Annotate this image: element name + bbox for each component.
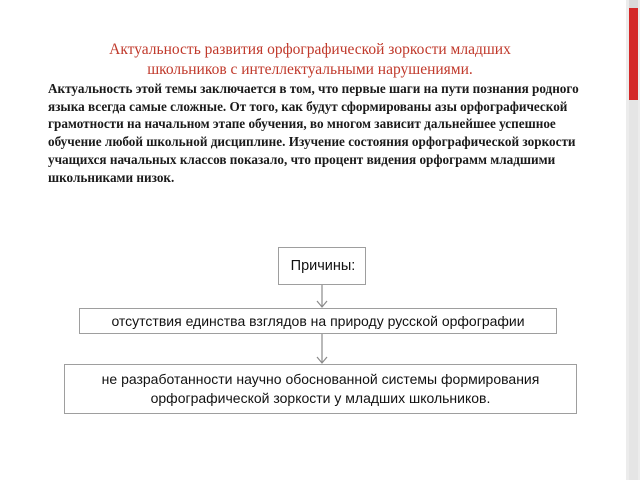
decorative-side-bar — [626, 0, 640, 480]
body-paragraph: Актуальность этой темы заключается в том, что первые шаги на пути познания родного языка всегда самые сложные. От того, как будут сформированы азы орфографической грамотности на начальном этапе обучения, во многом зависит дальнейшее успешное обучение любой школьной дисциплине. Изучение состояния орфографической зоркости учащихся начальных классов показало, что процент видения орфограмм младшими школьниками низок. — [48, 81, 579, 185]
connector-arrow-1 — [314, 285, 330, 309]
side-bar-lower-segment — [629, 100, 638, 480]
reasons-box — [278, 247, 366, 285]
connector-arrow-2 — [314, 334, 330, 365]
reason-box-1 — [79, 308, 557, 334]
reason-box-2 — [64, 364, 577, 414]
reason-1-text: отсутствия единства взглядов на природу русской орфографии — [111, 313, 525, 329]
side-bar-top-segment — [629, 0, 638, 8]
side-bar-accent-segment — [629, 8, 638, 100]
reason-2-text: не разработанности научно обоснованной системы формирования орфографической зоркости у младших школьников. — [101, 371, 540, 406]
slide-title: Актуальность развития орфографической зоркости младших школьников с интеллектуальными нарушениями. — [109, 41, 511, 78]
reasons-label: Причины: — [290, 258, 356, 274]
